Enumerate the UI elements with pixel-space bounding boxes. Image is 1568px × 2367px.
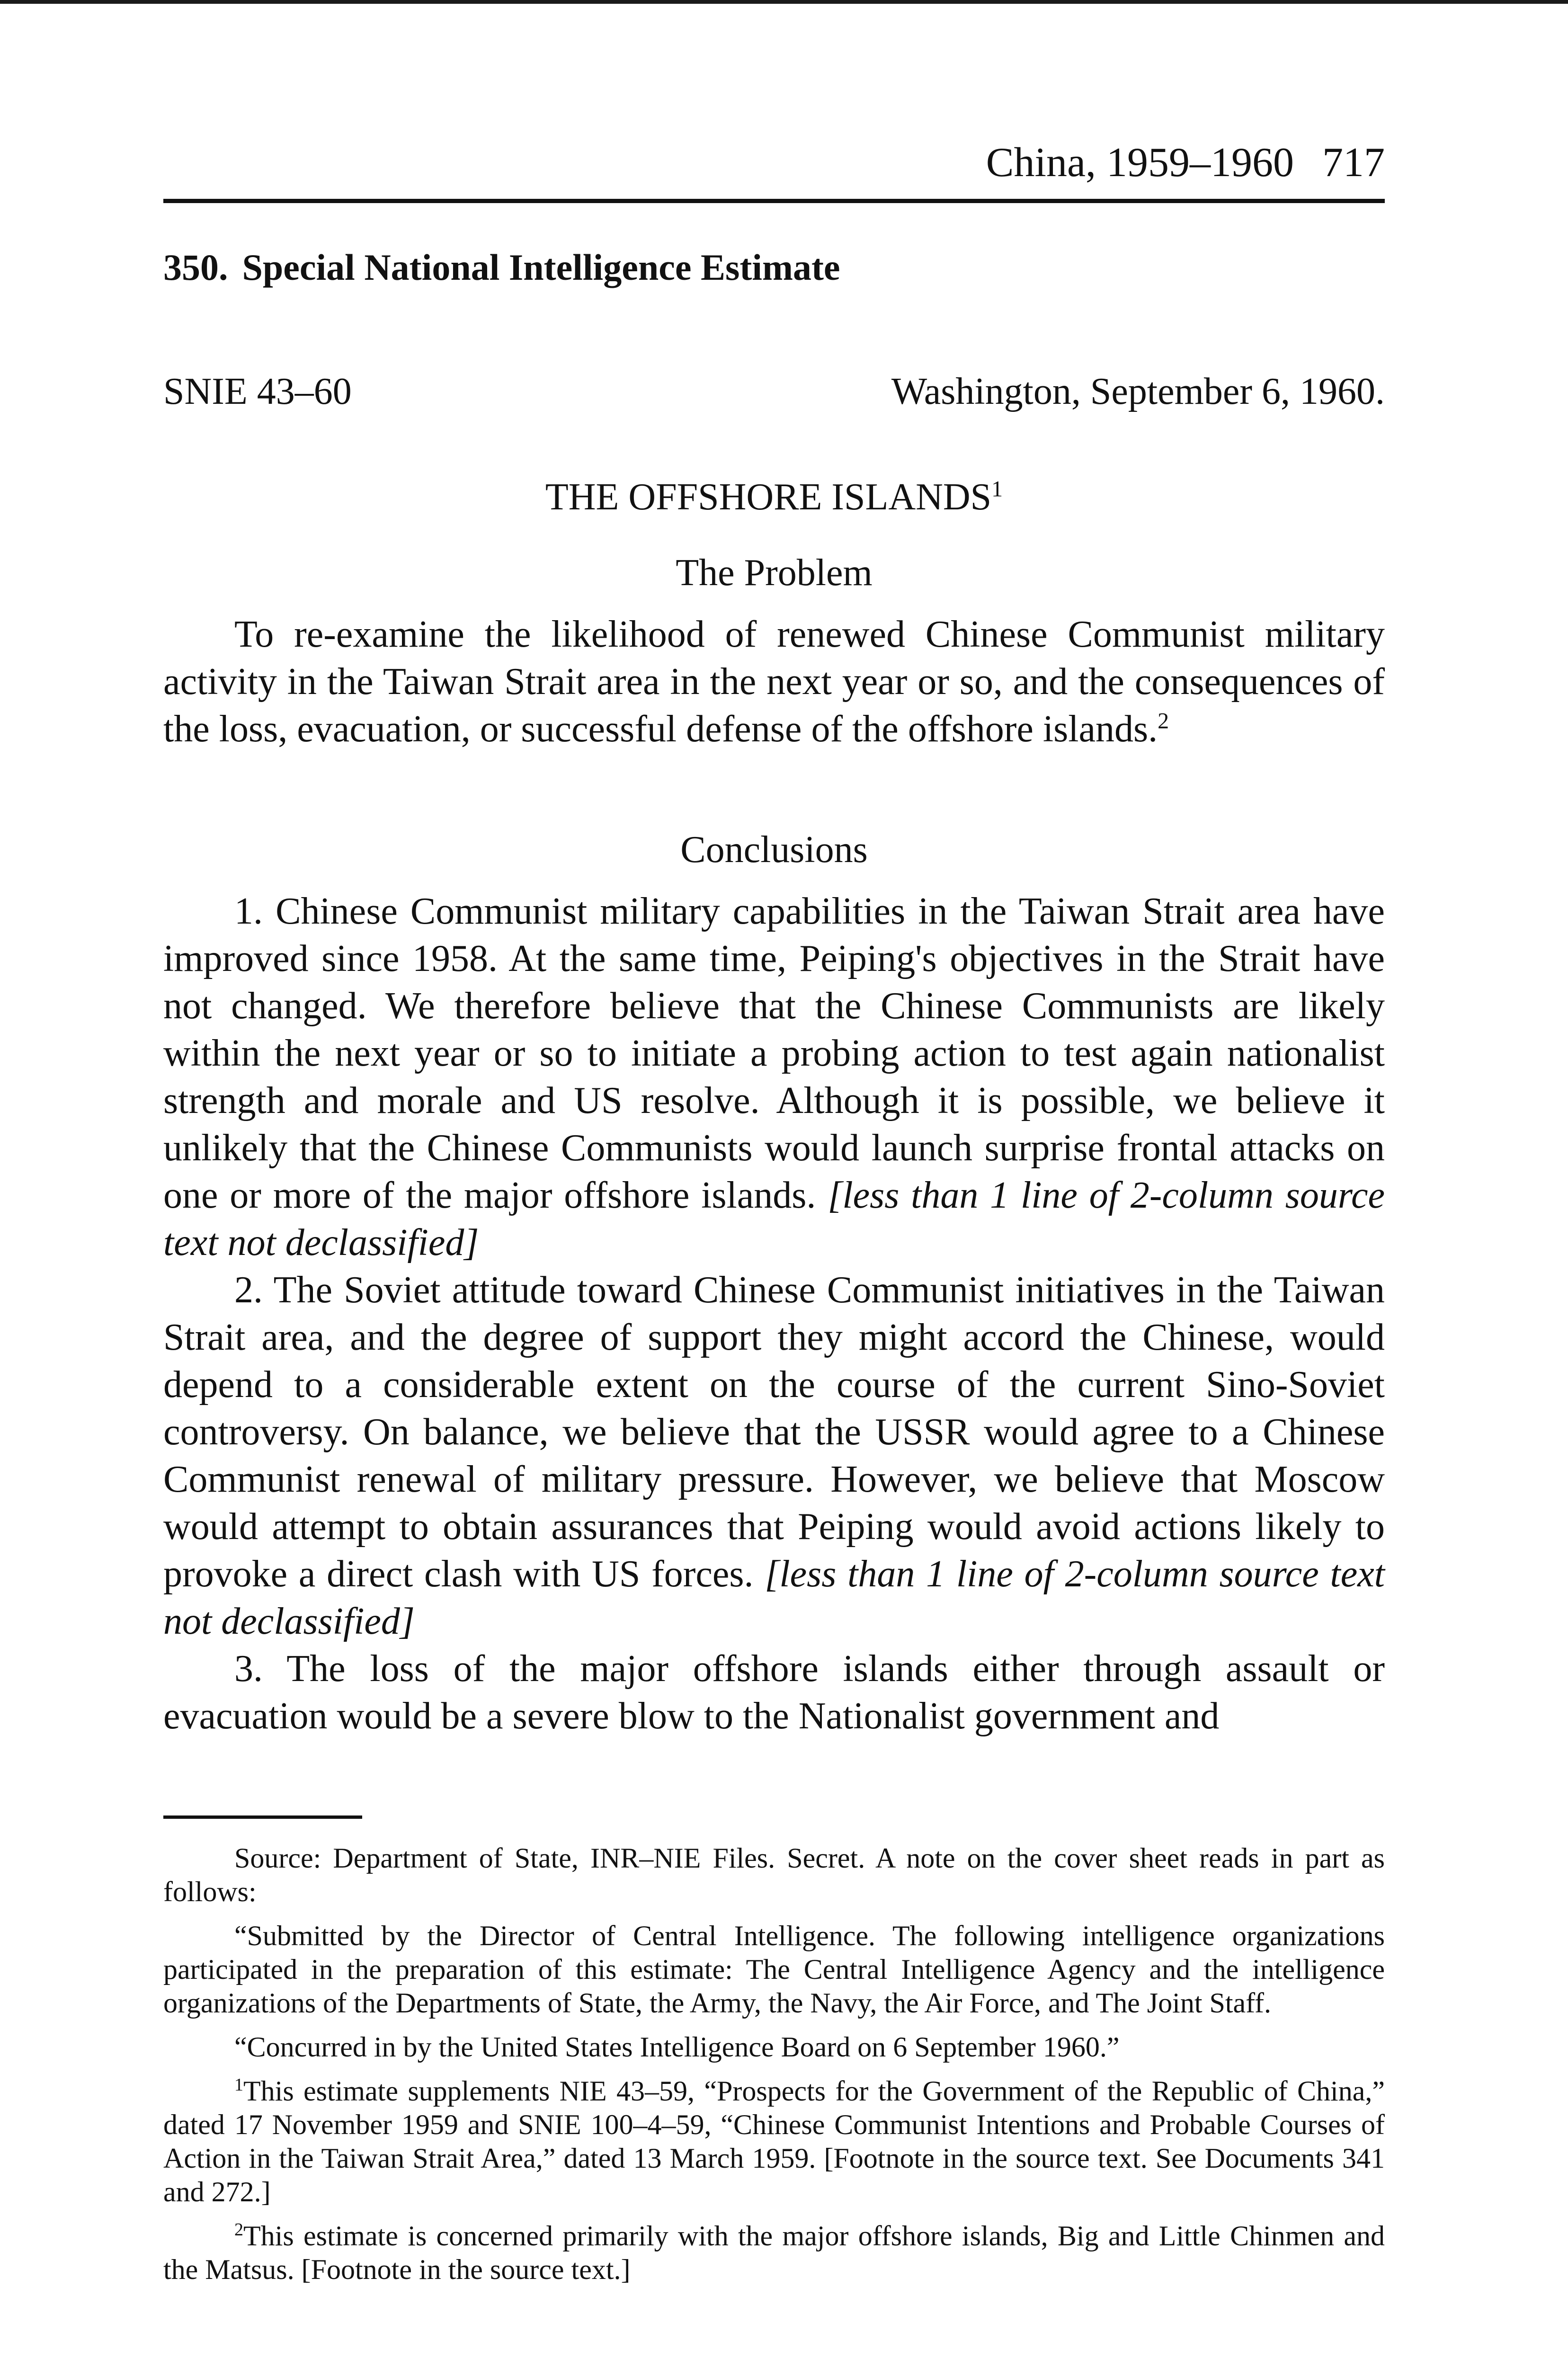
source-quote-2: “Concurred in by the United States Intelligence Board on 6 September 1960.” [234, 2031, 1120, 2063]
title-footnote-mark: 1 [991, 476, 1003, 502]
document-heading-text: Special National Intelligence Estimate [242, 247, 840, 288]
problem-footnote-mark: 2 [1158, 708, 1169, 734]
problem-text: To re-examine the likelihood of renewed Chinese Communist military activity in the Taiwan Strait area in the next year or so, and the consequences of the loss, evacuation, or successful defense of the offshore islands. [163, 614, 1385, 750]
problem-heading: The Problem [676, 552, 873, 594]
footnote-1 [163, 2074, 1385, 2209]
footnote-2-mark: 2 [234, 2220, 243, 2240]
document-title [163, 476, 1385, 519]
document-place-date: Washington, September 6, 1960. [891, 371, 1385, 412]
running-head [986, 142, 1385, 184]
scan-top-border [0, 0, 1568, 4]
document-title-text: THE OFFSHORE ISLANDS [545, 476, 992, 518]
conclusion-1-text: 1. Chinese Communist military capabilities in the Taiwan Strait area have improved since 1958. At the same time, Peiping's objectives in the Strait have not changed. We therefore believe that the Chinese Communists are likely within the next year or so to initiate a probing action to test again nationalist strength and morale and US resolve. Although it is possible, we believe it unlikely that the Chinese Communists would launch surprise frontal attacks on one or more of the major offshore islands. [163, 890, 1385, 1216]
running-head-title: China, 1959–1960 [986, 140, 1294, 186]
document-number: 350. [163, 247, 228, 288]
document-heading [163, 246, 840, 289]
header-rule [163, 199, 1385, 203]
footnote-2 [163, 2219, 1385, 2287]
footnote-1-text: This estimate supplements NIE 43–59, “Prospects for the Government of the Republic of China,” dated 17 November 1959 and SNIE 100–4–59, “Chinese Communist Intentions and Probable Courses of Action in the Taiwan Strait Area,” dated 13 March 1959. [Footnote in the source text. See Documents 341 and 272.] [163, 2075, 1385, 2207]
conclusions-heading: Conclusions [680, 829, 868, 871]
footnote-2-text: This estimate is concerned primarily with the major offshore islands, Big and Little Chinmen and the Matsus. [Footnote in the source text.] [163, 2220, 1385, 2285]
conclusion-2-text: 2. The Soviet attitude toward Chinese Communist initiatives in the Taiwan Strait area, and the degree of support they might accord the Chinese, would depend to a considerable extent on the course of the current Sino-Soviet controversy. On balance, we believe that the USSR would agree to a Chinese Communist renewal of military pressure. However, we believe that Moscow would attempt to obtain assurances that Peiping would avoid actions likely to provoke a direct clash with US forces. [163, 1269, 1385, 1595]
footnote-rule [163, 1815, 362, 1819]
source-quote-1: “Submitted by the Director of Central Intelligence. The following intelligence organizations participated in the preparation of this estimate: The Central Intelligence Agency and the intelligence organizations of the Departments of State, the Army, the Navy, the Air Force, and The Joint Staff. [163, 1920, 1385, 2019]
conclusion-paragraph-1 [163, 888, 1385, 1266]
footnote-1-mark: 1 [234, 2075, 243, 2095]
conclusion-1-redaction-note: [less than 1 line of 2-column source text not declassified] [163, 1175, 1385, 1264]
conclusion-paragraph-3: 3. The loss of the major offshore islands either through assault or evacuation would be a severe blow to the Nationalist government and [163, 1648, 1385, 1737]
conclusion-paragraph-2 [163, 1266, 1385, 1645]
document-designation: SNIE 43–60 [163, 371, 352, 412]
conclusion-2-redaction-note: [less than 1 line of 2-column source text not declassified] [163, 1553, 1385, 1642]
problem-section [163, 611, 1385, 753]
conclusions-section [163, 888, 1385, 1740]
footnotes [163, 1842, 1385, 2297]
page-number: 717 [1322, 140, 1385, 186]
problem-paragraph [163, 611, 1385, 753]
source-note: Source: Department of State, INR–NIE Files. Secret. A note on the cover sheet reads in part as follows: [163, 1842, 1385, 1907]
